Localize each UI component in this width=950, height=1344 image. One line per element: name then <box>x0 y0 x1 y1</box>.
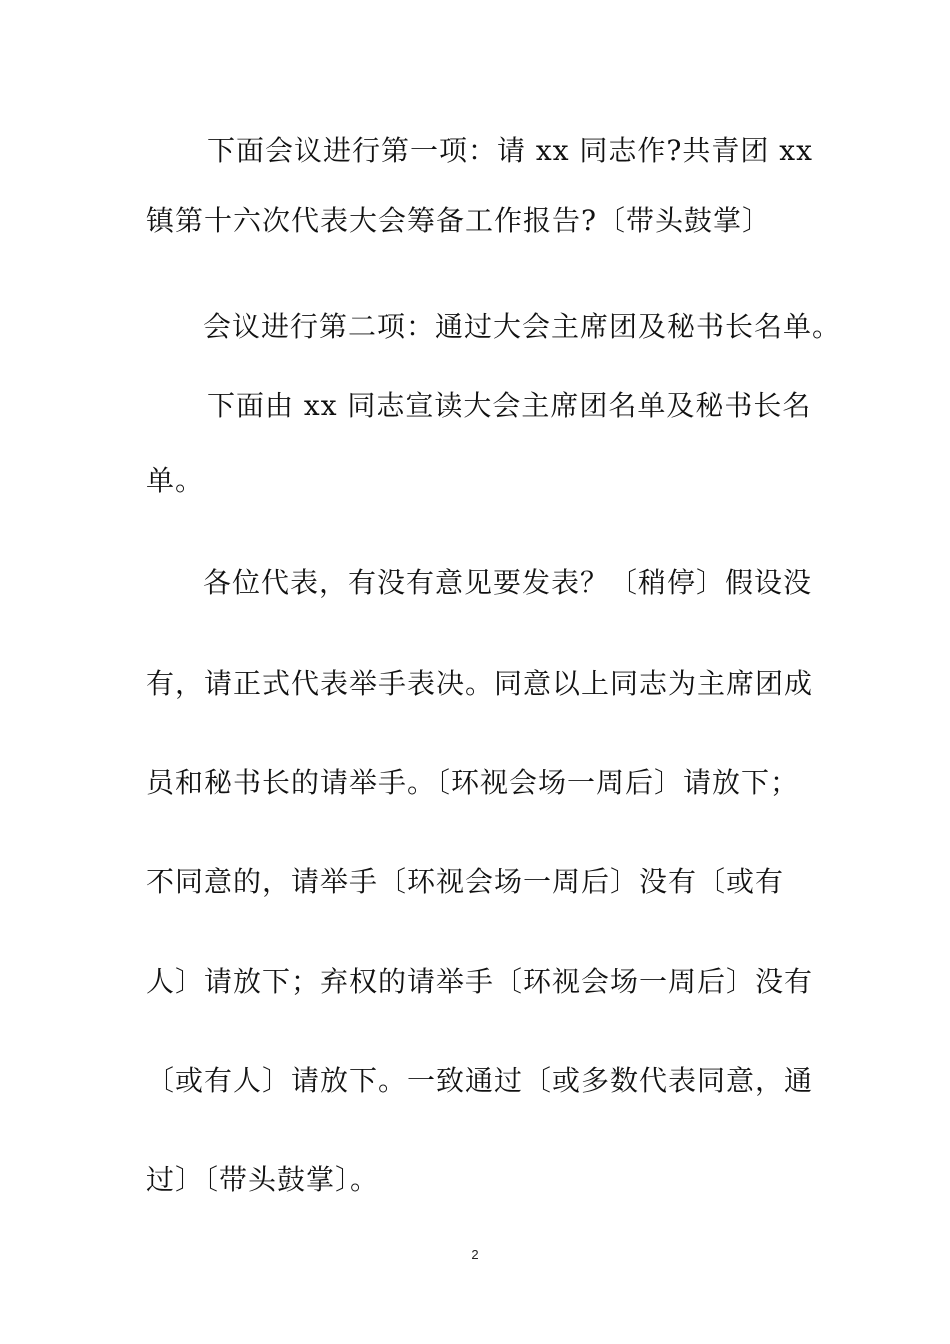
text-line-3: 会议进行第二项：通过大会主席团及秘书长名单。 <box>203 310 842 343</box>
text-line-1: 下面会议进行第一项：请 xx 同志作?共青团 xx <box>207 134 813 167</box>
text-line-5: 单。 <box>146 464 205 497</box>
text-line-11: 〔或有人〕请放下。一致通过〔或多数代表同意，通 <box>146 1064 814 1097</box>
page-number: 2 <box>471 1247 479 1262</box>
text-line-4: 下面由 xx 同志宣读大会主席团名单及秘书长名 <box>207 389 812 422</box>
text-line-12: 过〕〔带头鼓掌〕。 <box>146 1163 380 1196</box>
text-line-7: 有，请正式代表举手表决。同意以上同志为主席团成 <box>146 667 814 700</box>
text-line-6: 各位代表，有没有意见要发表？〔稍停〕假设没 <box>203 566 813 599</box>
text-line-9: 不同意的，请举手〔环视会场一周后〕没有〔或有 <box>146 865 785 898</box>
text-line-8: 员和秘书长的请举手。〔环视会场一周后〕请放下； <box>146 766 800 799</box>
text-line-10: 人〕请放下；弃权的请举手〔环视会场一周后〕没有 <box>146 965 814 998</box>
text-line-2: 镇第十六次代表大会筹备工作报告?〔带头鼓掌〕 <box>146 204 772 237</box>
